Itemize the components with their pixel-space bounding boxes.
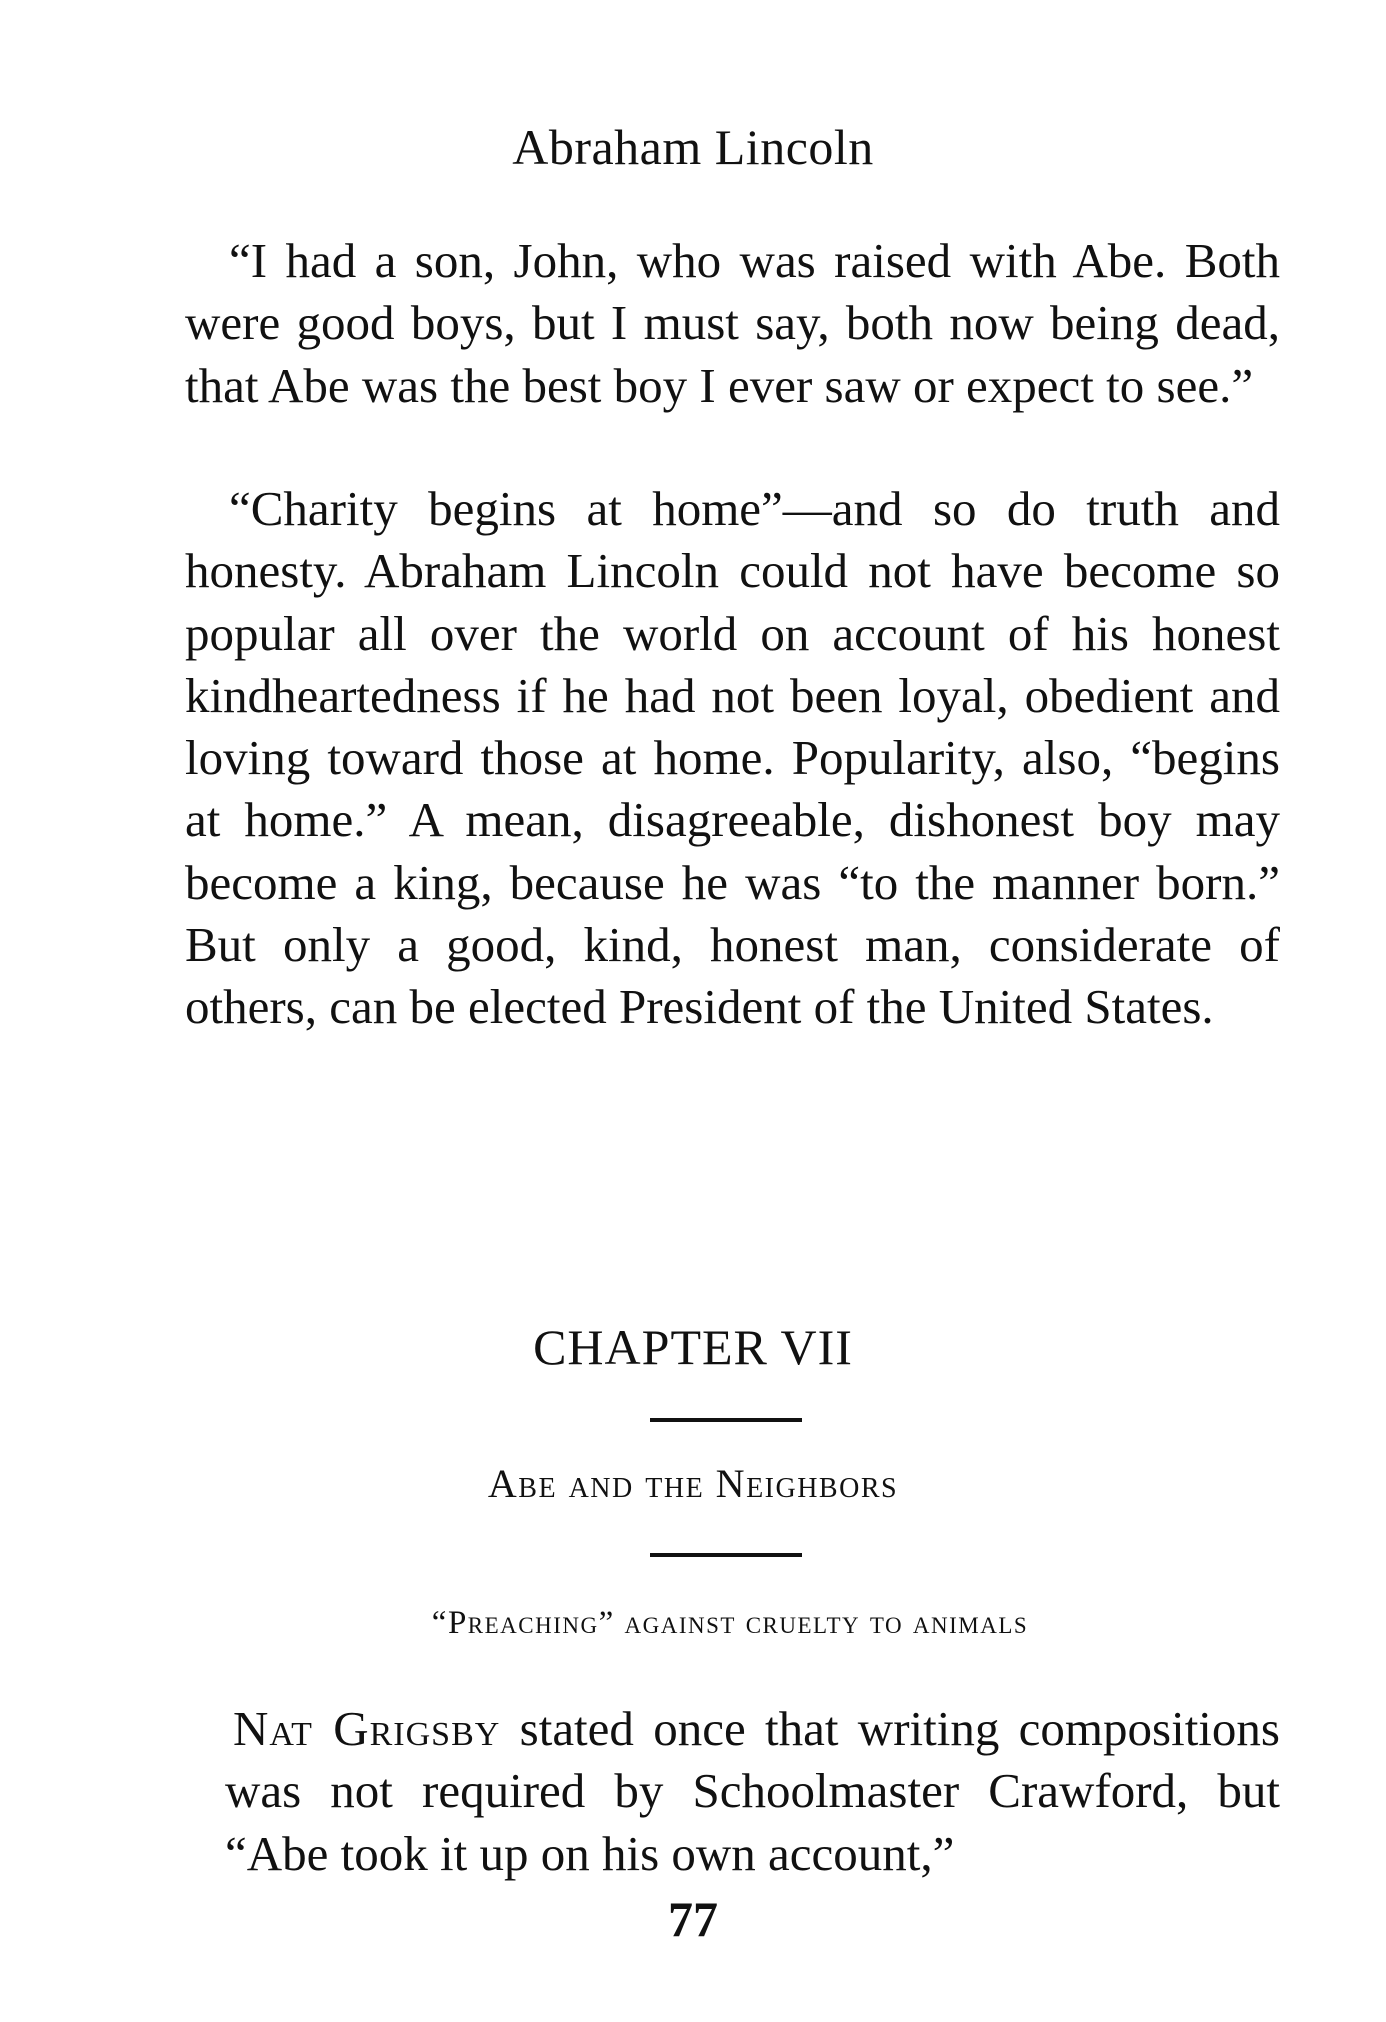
paragraph-charity <box>185 478 1280 1039</box>
divider-rule <box>650 1418 802 1422</box>
paragraph-text: “Charity begins at home”—and so do truth and honesty. Abraham Lincoln could not have become so popular all over the world on account of his honest kindheartedness if he had not been loyal, obedient and loving toward those at home. Popularity, also, “begins at home.” A mean, disagreeable, dishonest boy may become a king, because he was “to the manner born.” But only a good, kind, honest man, considerate of others, can be elected President of the United States. <box>185 481 1280 1035</box>
divider-rule <box>650 1553 802 1557</box>
paragraph-opening <box>225 1698 1280 1885</box>
paragraph-text <box>225 1698 1280 1885</box>
chapter-title: Abe and the Neighbors <box>487 1461 899 1506</box>
paragraph-body: stated once that writing compositions was not required by Schoolmaster Crawford, but “Abe took it up on his own account,” <box>225 1701 1280 1881</box>
lead-in-name: Nat Grigsby <box>233 1701 501 1756</box>
paragraph-quote <box>185 230 1280 417</box>
page-number: 77 <box>668 1891 718 1947</box>
running-head: Abraham Lincoln <box>512 119 874 175</box>
chapter-number: CHAPTER VII <box>533 1319 853 1375</box>
section-heading: “Preaching” against cruelty to animals <box>431 1605 1029 1641</box>
paragraph-text: “I had a son, John, who was raised with Abe. Both were good boys, but I must say, both now being dead, that Abe was the best boy I ever saw or expect to see.” <box>185 233 1280 413</box>
